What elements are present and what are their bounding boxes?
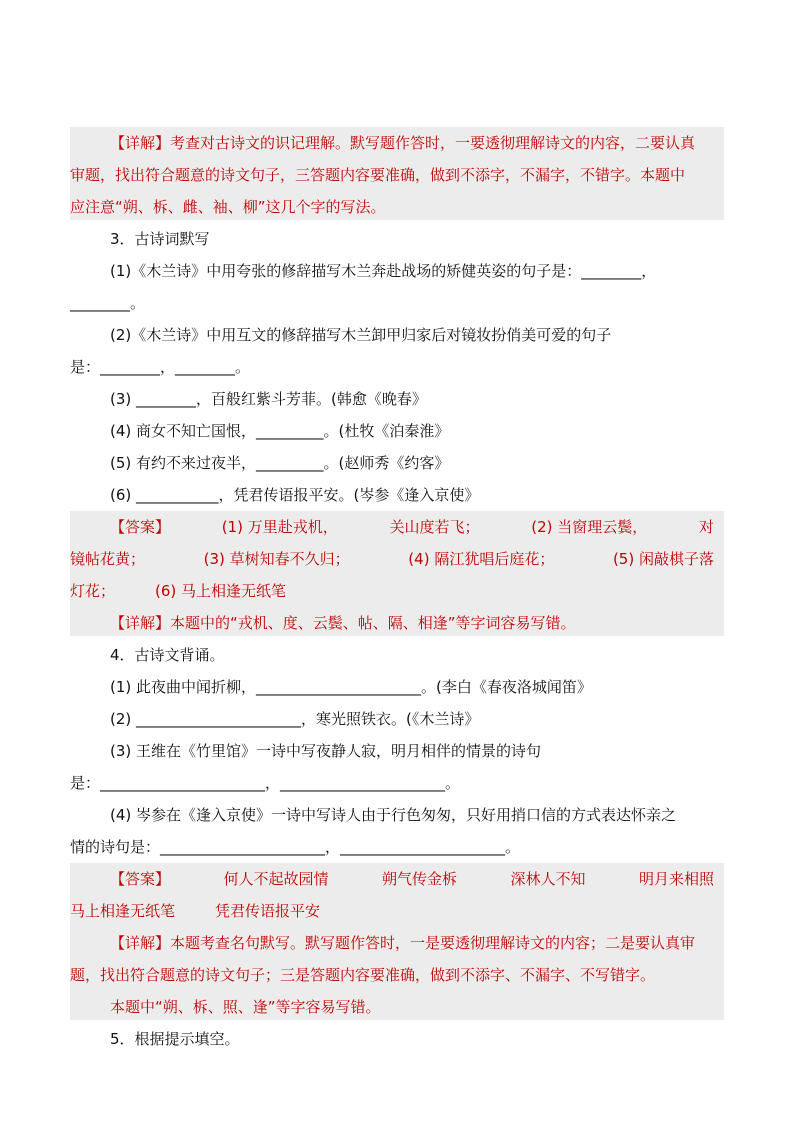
- q3-item-4: (4) 商女不知亡国恨，_________。(杜牧《泊秦淮》: [110, 422, 450, 440]
- q3-item-3: (3) ________，百般红紫斗芳菲。(韩愈《晚春》: [110, 390, 427, 408]
- detail-line-2: 审题，找出符合题意的诗文句子，三答题内容要准确，做到不添字，不漏字，不错字。本题中: [70, 159, 724, 191]
- detail-label: 【详解】: [110, 134, 171, 152]
- detail-label: 【详解】: [110, 934, 171, 952]
- q3-item-1a: (1)《木兰诗》中用夸张的修辞描写木兰奔赴战场的矫健英姿的句子是：________，: [110, 262, 657, 280]
- q3-item-6: (6) ___________，凭君传语报平安。(岑参《逢入京使》: [110, 486, 480, 504]
- q4-item-3a: (3) 王维在《竹里馆》一诗中写夜静人寂，明月相伴的情景的诗句: [110, 742, 542, 760]
- answer-4-row-1: 【答案】 何人不起故园情 朔气传金柝 深林人不知 明月来相照: [70, 863, 724, 895]
- question-3-title: 3．古诗词默写: [110, 230, 210, 248]
- q4-item-2: (2) ______________________，寒光照铁衣。(《木兰诗》: [110, 710, 480, 728]
- q4-item-4b: 情的诗句是：______________________，______________________。: [70, 838, 521, 856]
- answer-3-detail: 【详解】本题中的“戎机、度、云鬓、帖、隔、相逢”等字词容易写错。: [70, 607, 724, 636]
- q4-item-3b: 是：______________________，______________________。: [70, 774, 461, 792]
- q3-item-1b: ________。: [70, 294, 146, 312]
- detail-label: 【详解】: [110, 614, 171, 632]
- answer-4-detail-1: 【详解】本题考查名句默写。默写题作答时，一是要透彻理解诗文的内容；二是要认真审: [70, 927, 724, 959]
- q3-item-2b: 是：________，________。: [70, 358, 251, 376]
- q3-item-5: (5) 有约不来过夜半，_________。(赵师秀《约客》: [110, 454, 450, 472]
- answer-3-row-2: 镜帖花黄； (3) 草树知春不久归； (4) 隔江犹唱后庭花； (5) 闲敲棋子落: [70, 543, 724, 575]
- answer-4-row-2: 马上相逢无纸笔 凭君传语报平安: [70, 895, 724, 927]
- q4-item-1: (1) 此夜曲中闻折柳，______________________。(李白《春夜洛城闻笛》: [110, 678, 592, 696]
- q4-item-4a: (4) 岑参在《逢入京使》一诗中写诗人由于行色匆匆，只好用捎口信的方式表达怀亲之: [110, 806, 677, 824]
- answer-3-row-3: 灯花； (6) 马上相逢无纸笔: [70, 575, 724, 607]
- detail-line-1: 【详解】考查对古诗文的识记理解。默写题作答时，一要透彻理解诗文的内容，二要认真: [70, 127, 724, 159]
- detail-line-3: 应注意“朔、柝、雌、袖、柳”这几个字的写法。: [70, 191, 724, 220]
- question-5-title: 5．根据提示填空。: [110, 1030, 240, 1048]
- q3-item-2a: (2)《木兰诗》中用互文的修辞描写木兰卸甲归家后对镜妆扮俏美可爱的句子: [110, 326, 612, 344]
- answer-label: 【答案】: [110, 870, 171, 888]
- answer-4-detail-3: 本题中“朔、柝、照、逢”等字容易写错。: [70, 991, 724, 1020]
- question-4-title: 4．古诗文背诵。: [110, 646, 225, 664]
- answer-4-detail-2: 题，找出符合题意的诗文句子；三是答题内容要准确，做到不添字、不漏字、不写错字。: [70, 959, 724, 991]
- answer-label: 【答案】: [110, 518, 171, 536]
- answer-3-row-1: 【答案】 (1) 万里赴戎机， 关山度若飞； (2) 当窗理云鬓， 对: [70, 511, 724, 543]
